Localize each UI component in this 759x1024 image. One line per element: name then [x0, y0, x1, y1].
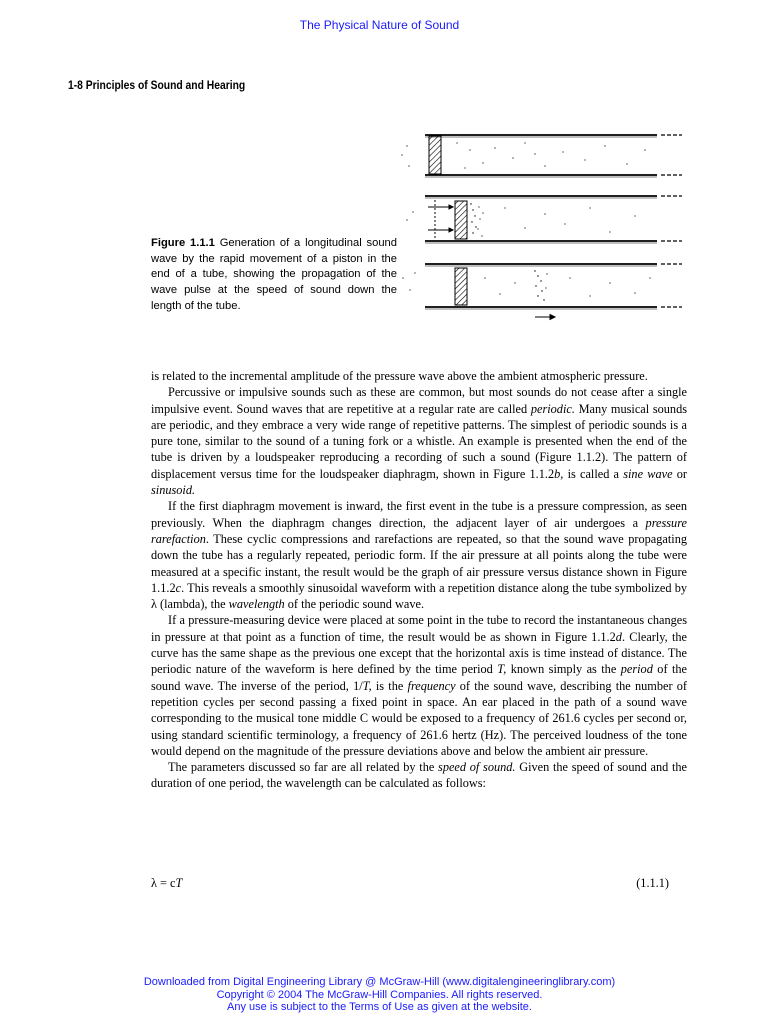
- piston-3: [455, 268, 467, 305]
- running-title: The Physical Nature of Sound: [299, 18, 460, 32]
- paragraph-2: Percussive or impulsive sounds such as these are common, but most sounds do not cease after a single impulsive event. Sound waves that are repetitive at a regular rate are called periodic. Many musical sounds are periodic, and they embrace a very wide range of repetitive patterns. The simplest of periodic sounds is a pure tone, similar to the sound of a tuning fork or a whistle. An example is presented when the end of the tube is driven by a loudspeaker reproducing a recording of such a sound (Figure 1.1.2). The pattern of displacement versus time for the loudspeaker diaphragm, shown in Figure 1.1.2b, is called a sine wave or sinusoid.: [151, 385, 687, 498]
- figure-caption: [151, 236, 397, 315]
- footer-copyright: Copyright © 2004 The McGraw-Hill Companies. All rights reserved.: [216, 988, 543, 1001]
- piston-2: [455, 201, 467, 239]
- paragraph-5: The parameters discussed so far are all related by the speed of sound. Given the speed of sound and the duration of one period, the wavelength can be calculated as follows:: [151, 760, 687, 791]
- equation-lhs: λ = c: [151, 876, 176, 890]
- body-text: [151, 368, 687, 792]
- equation-number: (1.1.1): [636, 876, 669, 890]
- figure-caption-text: Generation of a longitudinal sound wave by the rapid movement of a piston in the end of a tube, showing the propagation of the wave pulse at the speed of sound down the length of the tube.: [151, 237, 397, 312]
- equation-1-1-1: [151, 876, 669, 891]
- propagation-arrow: [535, 315, 555, 320]
- paragraph-4: If a pressure-measuring device were placed at some point in the tube to record the instantaneous changes in pressure at that point as a function of time, the result would be as shown in Figure 1.1.2d. Clearly, the curve has the same shape as the previous one except that the horizontal axis is time instead of distance. The periodic nature of the waveform is here defined by the time period T, known simply as the period of the sound wave. The inverse of the period, 1/T, is the frequency of the sound wave, describing the number of repetition cycles per second passing a fixed point in space. An ear placed in the path of a sound wave corresponding to the musical tone middle C would be exposed to a frequency of 261.6 cycles per second or, using standard scientific terminology, a frequency of 261.6 hertz (Hz). The perceived loudness of the tone would depend on the magnitude of the pressure deviations above and below the ambient air pressure.: [151, 613, 688, 758]
- tube-2: [406, 196, 682, 243]
- section-heading: 1-8 Principles of Sound and Hearing: [68, 78, 246, 92]
- footer-download-link[interactable]: Downloaded from Digital Engineering Library @ McGraw-Hill (www.digitalengineeringlibrary.com): [143, 976, 616, 988]
- footer: [0, 976, 759, 1014]
- figure-label: Figure 1.1.1: [151, 237, 215, 249]
- push-arrows: [428, 200, 453, 238]
- tube-3: [402, 264, 682, 320]
- piston-1: [429, 136, 441, 174]
- footer-terms[interactable]: Any use is subject to the Terms of Use as given at the website.: [227, 1001, 532, 1013]
- figure-tube-diagram: [395, 128, 690, 323]
- paragraph-1: is related to the incremental amplitude of the pressure wave above the ambient atmospheric pressure.: [151, 369, 648, 383]
- tube-1: [401, 135, 682, 177]
- paragraph-3: If the first diaphragm movement is inward, the first event in the tube is a pressure compression, as seen previously. When the diaphragm changes direction, the adjacent layer of air undergoes a pressure rarefaction. These cyclic compressions and rarefactions are repeated, so that the sound wave propagating down the tube has a regularly repeated, periodic form. If the air pressure at all points along the tube were measured at a specific instant, the result would be the graph of air pressure versus distance shown in Figure 1.1.2c. This reveals a smoothly sinusoidal waveform with a repetition distance along the tube symbolized by λ (lambda), the wavelength of the periodic sound wave.: [151, 499, 687, 612]
- equation-var: T: [175, 876, 183, 890]
